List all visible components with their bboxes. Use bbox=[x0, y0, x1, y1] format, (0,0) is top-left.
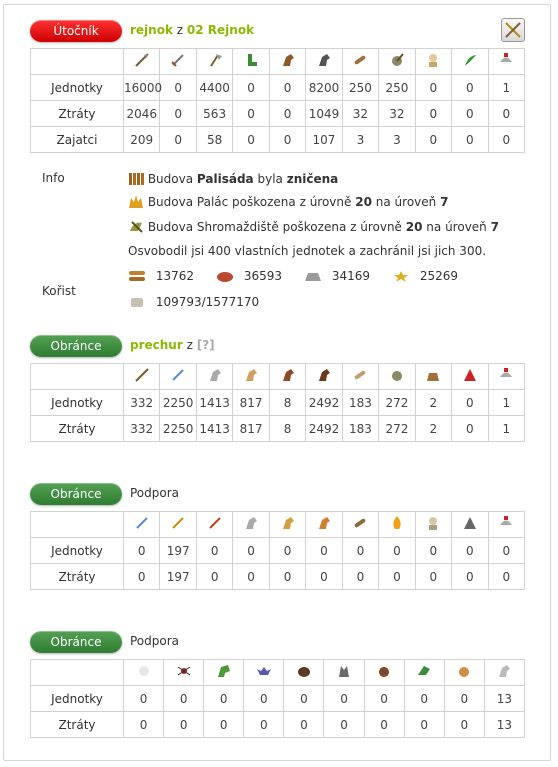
boot-icon bbox=[243, 52, 259, 68]
sword-gold-icon bbox=[170, 515, 186, 531]
loot-clay: 36593 bbox=[216, 269, 282, 283]
table-cell bbox=[306, 512, 342, 538]
row-label: Ztráty bbox=[31, 712, 124, 738]
table-cell: 0 bbox=[204, 686, 244, 712]
table-cell bbox=[233, 364, 269, 390]
table-cell bbox=[379, 49, 415, 75]
bear-icon bbox=[376, 663, 392, 679]
table-cell: 0 bbox=[124, 712, 164, 738]
table-cell: 0 bbox=[452, 75, 488, 101]
defender3-row-units bbox=[31, 686, 525, 712]
table-cell: 16000 bbox=[124, 75, 160, 101]
unit-icon-row bbox=[31, 49, 525, 75]
defender-unknown-village: [?] bbox=[196, 338, 215, 352]
defender3-row-losses bbox=[31, 712, 525, 738]
helmet-icon bbox=[498, 367, 514, 383]
table-cell bbox=[269, 512, 305, 538]
table-cell: 197 bbox=[160, 538, 196, 564]
bat-icon bbox=[256, 663, 272, 679]
table-cell: 0 bbox=[269, 127, 305, 153]
rally-point-icon bbox=[128, 219, 144, 233]
table-cell: 0 bbox=[444, 712, 484, 738]
table-cell bbox=[164, 660, 204, 686]
ghost-icon bbox=[136, 663, 152, 679]
table-cell bbox=[160, 364, 196, 390]
row-label bbox=[31, 364, 124, 390]
table-cell: 0 bbox=[488, 538, 524, 564]
table-cell bbox=[244, 660, 284, 686]
attacker-units-table bbox=[30, 48, 525, 153]
table-cell: 1 bbox=[488, 416, 524, 442]
table-cell: 13 bbox=[484, 686, 524, 712]
horse-tan-icon bbox=[243, 367, 259, 383]
horse-grey-icon bbox=[207, 367, 223, 383]
row-label: Ztráty bbox=[31, 416, 124, 442]
sword-red-icon bbox=[207, 515, 223, 531]
table-cell: 107 bbox=[306, 127, 342, 153]
axe-icon bbox=[207, 52, 223, 68]
row-label bbox=[31, 512, 124, 538]
attacker-village-link[interactable]: 02 Rejnok bbox=[186, 23, 255, 37]
table-cell: 0 bbox=[204, 712, 244, 738]
table-cell: 4400 bbox=[196, 75, 232, 101]
table-cell bbox=[342, 49, 378, 75]
loot-iron: 34169 bbox=[304, 269, 370, 283]
table-cell: 0 bbox=[269, 538, 305, 564]
spear-icon bbox=[134, 52, 150, 68]
table-cell bbox=[124, 512, 160, 538]
tiger-icon bbox=[456, 663, 472, 679]
helmet-icon bbox=[498, 52, 514, 68]
defender-section-1 bbox=[30, 335, 525, 442]
palace-icon bbox=[128, 194, 144, 208]
crossed-swords-button[interactable] bbox=[501, 18, 525, 42]
table-cell: 0 bbox=[452, 390, 488, 416]
table-cell: 0 bbox=[379, 564, 415, 590]
row-label bbox=[31, 49, 124, 75]
table-cell: 0 bbox=[415, 564, 451, 590]
unit-icon-row bbox=[31, 364, 525, 390]
table-cell bbox=[444, 660, 484, 686]
table-cell: 332 bbox=[124, 416, 160, 442]
loot-capacity: 109793/1577170 bbox=[128, 295, 259, 309]
capacity-icon bbox=[128, 296, 146, 308]
palisade-icon bbox=[128, 171, 144, 185]
table-cell: 0 bbox=[415, 75, 451, 101]
horse-light-icon bbox=[280, 52, 296, 68]
horse-gold-icon bbox=[280, 515, 296, 531]
defender-units-table-3 bbox=[30, 659, 525, 738]
table-cell bbox=[284, 660, 324, 686]
table-cell: 2250 bbox=[160, 416, 196, 442]
attacker-row-captives bbox=[31, 127, 525, 153]
info-line-rally: Budova Shromaždiště poškozena z úrovně 20 na úroveň 7 bbox=[128, 219, 499, 234]
table-cell: 0 bbox=[379, 538, 415, 564]
helmet-icon bbox=[498, 515, 514, 531]
table-cell: 1 bbox=[488, 75, 524, 101]
catapult-icon bbox=[389, 52, 405, 68]
table-cell bbox=[196, 512, 232, 538]
table-cell: 32 bbox=[342, 101, 378, 127]
info-line-palisade: Budova Palisáda byla zničena bbox=[128, 171, 338, 186]
table-cell: 0 bbox=[415, 101, 451, 127]
horse-orange-icon bbox=[316, 515, 332, 531]
table-cell bbox=[306, 364, 342, 390]
iron-icon bbox=[304, 270, 322, 282]
defender-units-table-2 bbox=[30, 511, 525, 590]
table-cell: 0 bbox=[233, 127, 269, 153]
dagger-icon bbox=[134, 515, 150, 531]
defender1-row-units bbox=[31, 390, 525, 416]
table-cell: 0 bbox=[124, 564, 160, 590]
table-cell bbox=[196, 364, 232, 390]
defender-player-link[interactable]: prechur bbox=[130, 338, 183, 352]
attacker-row-units bbox=[31, 75, 525, 101]
table-cell bbox=[233, 49, 269, 75]
table-cell bbox=[342, 512, 378, 538]
spear-icon bbox=[134, 367, 150, 383]
horse-dark-icon bbox=[316, 367, 332, 383]
table-cell: 0 bbox=[233, 538, 269, 564]
knight-icon bbox=[425, 52, 441, 68]
table-cell: 58 bbox=[196, 127, 232, 153]
table-cell: 32 bbox=[379, 101, 415, 127]
table-cell: 0 bbox=[244, 686, 284, 712]
table-cell bbox=[204, 660, 244, 686]
table-cell bbox=[488, 512, 524, 538]
table-cell bbox=[488, 364, 524, 390]
loot-wood: 13762 bbox=[128, 269, 194, 283]
table-cell: 272 bbox=[379, 390, 415, 416]
table-cell: 0 bbox=[488, 564, 524, 590]
table-cell bbox=[379, 364, 415, 390]
table-cell: 0 bbox=[269, 101, 305, 127]
table-cell: 0 bbox=[342, 538, 378, 564]
info-label: Info bbox=[42, 171, 65, 185]
table-cell: 0 bbox=[124, 538, 160, 564]
table-cell bbox=[452, 512, 488, 538]
table-cell bbox=[269, 49, 305, 75]
defender2-row-units bbox=[31, 538, 525, 564]
loot-label: Kořist bbox=[42, 284, 76, 298]
table-cell: 183 bbox=[342, 390, 378, 416]
table-cell: 0 bbox=[233, 75, 269, 101]
clay-icon bbox=[216, 270, 234, 282]
table-cell: 0 bbox=[404, 712, 444, 738]
table-cell: 0 bbox=[452, 538, 488, 564]
wood-icon bbox=[128, 270, 146, 282]
table-cell bbox=[160, 512, 196, 538]
horse-heavy-icon bbox=[316, 52, 332, 68]
table-cell: 0 bbox=[196, 564, 232, 590]
table-cell: 0 bbox=[233, 101, 269, 127]
defender-section-2 bbox=[30, 483, 525, 590]
table-cell bbox=[452, 49, 488, 75]
table-cell bbox=[160, 49, 196, 75]
sword-icon bbox=[170, 52, 186, 68]
table-cell bbox=[306, 49, 342, 75]
attacker-role-badge: Útočník bbox=[30, 20, 122, 42]
defender-role-badge: Obránce bbox=[30, 335, 122, 357]
table-cell bbox=[404, 660, 444, 686]
table-cell: 0 bbox=[306, 538, 342, 564]
table-cell: 2492 bbox=[306, 390, 342, 416]
table-cell: 0 bbox=[342, 564, 378, 590]
table-cell: 1413 bbox=[196, 416, 232, 442]
table-cell: 1049 bbox=[306, 101, 342, 127]
table-cell: 0 bbox=[164, 686, 204, 712]
table-cell: 272 bbox=[379, 416, 415, 442]
table-cell: 0 bbox=[415, 127, 451, 153]
table-cell: 0 bbox=[452, 127, 488, 153]
table-cell: 1 bbox=[488, 390, 524, 416]
table-cell: 1413 bbox=[196, 390, 232, 416]
table-cell: 0 bbox=[306, 564, 342, 590]
boar-icon bbox=[296, 663, 312, 679]
knight-icon bbox=[425, 515, 441, 531]
table-cell bbox=[364, 660, 404, 686]
table-cell bbox=[484, 660, 524, 686]
table-cell bbox=[342, 364, 378, 390]
table-cell bbox=[488, 49, 524, 75]
table-cell: 0 bbox=[324, 712, 364, 738]
table-cell: 0 bbox=[488, 101, 524, 127]
crossed-swords-icon bbox=[502, 19, 524, 41]
horse-skeleton-icon bbox=[496, 663, 512, 679]
table-cell: 3 bbox=[379, 127, 415, 153]
support-role-badge: Obránce bbox=[30, 483, 122, 505]
loot-gold: 25269 bbox=[392, 269, 458, 283]
table-cell: 817 bbox=[233, 416, 269, 442]
table-cell: 332 bbox=[124, 390, 160, 416]
defender-section-3 bbox=[30, 631, 525, 738]
fire-icon bbox=[389, 515, 405, 531]
defender-header: prechur z [?] bbox=[130, 338, 215, 352]
attacker-section bbox=[30, 20, 525, 153]
support2-title: Podpora bbox=[130, 634, 180, 648]
table-cell bbox=[124, 364, 160, 390]
table-cell bbox=[324, 660, 364, 686]
ram-icon bbox=[352, 52, 368, 68]
table-cell: 2492 bbox=[306, 416, 342, 442]
attacker-player-link[interactable]: rejnok bbox=[130, 23, 173, 37]
info-line-freed: Osvobodil jsi 400 vlastních jednotek a zachránil jsi jich 300. bbox=[128, 244, 487, 258]
defender2-row-losses bbox=[31, 564, 525, 590]
table-cell: 2046 bbox=[124, 101, 160, 127]
row-label: Jednotky bbox=[31, 390, 124, 416]
row-label: Ztráty bbox=[31, 101, 124, 127]
lizard-icon bbox=[416, 663, 432, 679]
table-cell: 0 bbox=[284, 686, 324, 712]
table-cell: 0 bbox=[452, 564, 488, 590]
table-cell: 0 bbox=[415, 538, 451, 564]
unit-icon-row bbox=[31, 512, 525, 538]
attacker-header: rejnok z 02 Rejnok bbox=[130, 23, 255, 37]
table-cell bbox=[124, 660, 164, 686]
horse-brown-icon bbox=[280, 367, 296, 383]
table-cell: 8200 bbox=[306, 75, 342, 101]
table-cell: 817 bbox=[233, 390, 269, 416]
table-cell: 0 bbox=[164, 712, 204, 738]
table-cell: 0 bbox=[160, 127, 196, 153]
attacker-row-losses bbox=[31, 101, 525, 127]
support2-role-badge: Obránce bbox=[30, 631, 122, 653]
table-cell: 183 bbox=[342, 416, 378, 442]
table-cell: 250 bbox=[342, 75, 378, 101]
sword-icon bbox=[170, 367, 186, 383]
row-label: Jednotky bbox=[31, 686, 124, 712]
row-label: Ztráty bbox=[31, 564, 124, 590]
row-label bbox=[31, 660, 124, 686]
wolf-icon bbox=[336, 663, 352, 679]
table-cell: 0 bbox=[269, 75, 305, 101]
ram-icon bbox=[352, 515, 368, 531]
table-cell: 0 bbox=[160, 75, 196, 101]
wizard-hat-icon bbox=[462, 515, 478, 531]
table-cell: 0 bbox=[364, 712, 404, 738]
table-cell: 0 bbox=[324, 686, 364, 712]
table-cell bbox=[415, 49, 451, 75]
table-cell: 2250 bbox=[160, 390, 196, 416]
table-cell: 0 bbox=[488, 127, 524, 153]
spider-icon bbox=[176, 663, 192, 679]
table-cell: 2 bbox=[415, 390, 451, 416]
table-cell: 8 bbox=[269, 390, 305, 416]
row-label: Zajatci bbox=[31, 127, 124, 153]
table-cell: 0 bbox=[196, 538, 232, 564]
row-label: Jednotky bbox=[31, 75, 124, 101]
row-label: Jednotky bbox=[31, 538, 124, 564]
table-cell bbox=[415, 364, 451, 390]
table-cell: 3 bbox=[342, 127, 378, 153]
table-cell: 0 bbox=[404, 686, 444, 712]
table-cell: 0 bbox=[269, 564, 305, 590]
table-cell bbox=[452, 364, 488, 390]
table-cell: 0 bbox=[444, 686, 484, 712]
horse-grey-icon bbox=[243, 515, 259, 531]
table-cell: 0 bbox=[284, 712, 324, 738]
wizard-hat-icon bbox=[462, 367, 478, 383]
defender-units-table-1 bbox=[30, 363, 525, 442]
table-cell: 0 bbox=[124, 686, 164, 712]
table-cell: 0 bbox=[452, 101, 488, 127]
table-cell: 0 bbox=[233, 564, 269, 590]
table-cell: 2 bbox=[415, 416, 451, 442]
info-line-palace: Budova Palác poškozena z úrovně 20 na úroveň 7 bbox=[128, 194, 448, 209]
table-cell: 0 bbox=[160, 101, 196, 127]
loot-bag-icon bbox=[425, 367, 441, 383]
table-cell bbox=[269, 364, 305, 390]
gold-icon bbox=[392, 270, 410, 282]
table-cell: 250 bbox=[379, 75, 415, 101]
table-cell: 0 bbox=[244, 712, 284, 738]
table-cell bbox=[124, 49, 160, 75]
flag-icon bbox=[462, 52, 478, 68]
table-cell: 197 bbox=[160, 564, 196, 590]
table-cell: 13 bbox=[484, 712, 524, 738]
table-cell: 209 bbox=[124, 127, 160, 153]
table-cell bbox=[415, 512, 451, 538]
table-cell: 0 bbox=[364, 686, 404, 712]
table-cell bbox=[196, 49, 232, 75]
table-cell bbox=[233, 512, 269, 538]
table-cell bbox=[379, 512, 415, 538]
defender1-row-losses bbox=[31, 416, 525, 442]
table-cell: 8 bbox=[269, 416, 305, 442]
table-cell: 0 bbox=[452, 416, 488, 442]
catapult-icon bbox=[389, 367, 405, 383]
dragon-icon bbox=[216, 663, 232, 679]
table-cell: 563 bbox=[196, 101, 232, 127]
support-title: Podpora bbox=[130, 486, 180, 500]
ram-icon bbox=[352, 367, 368, 383]
unit-icon-row bbox=[31, 660, 525, 686]
